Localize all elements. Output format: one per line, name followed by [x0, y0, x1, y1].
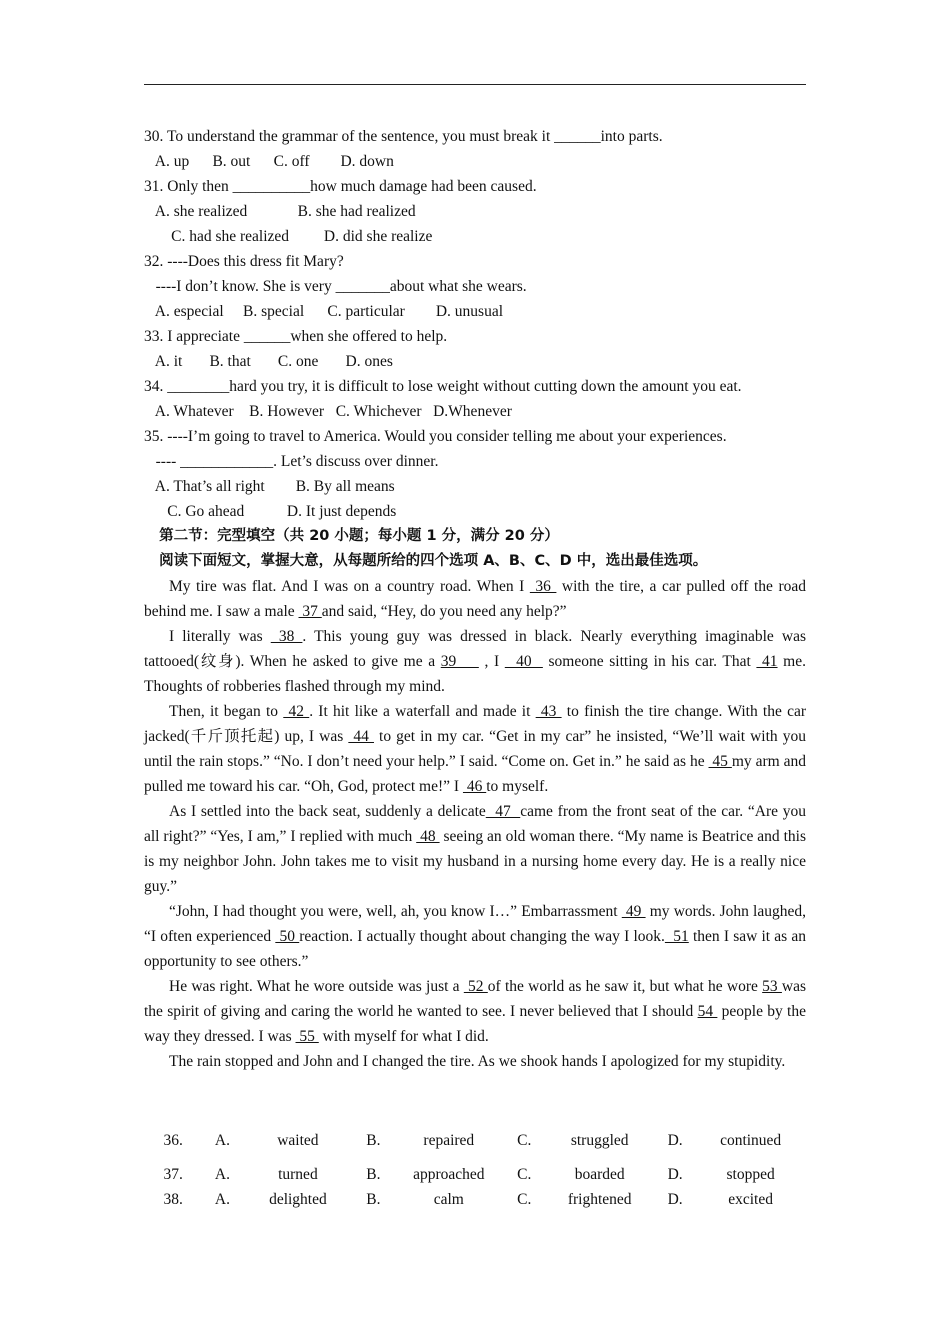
question-33: 33. I appreciate ______when she offered to help.: [144, 328, 448, 345]
question-35-options-1: A. That’s all right B. By all means: [144, 478, 395, 495]
question-35-reply: ---- ____________. Let’s discuss over dinner.: [144, 453, 439, 470]
question-33-options: A. it B. that C. one D. ones: [144, 353, 393, 370]
blank-47: 47: [485, 803, 521, 820]
table-row: 36. A. waited B. repaired C. struggled D. continued: [163, 1132, 782, 1149]
blank-51: 51: [664, 928, 689, 945]
passage-paragraph-4: As I settled into the back seat, suddenly a delicate 47 came from the front seat of the car. “Are you all right?” “Yes, I am,” I replied with much 48 seeing an old woman there. “My name is Beatrice and this is my neighbor John. John takes me to visit my husband in a nursing home every day. He is a really nice guy.”: [144, 803, 807, 895]
blank-48: 48: [416, 828, 440, 845]
table-spacer: [144, 1154, 806, 1162]
blank-55: 55: [295, 1028, 319, 1045]
passage-paragraph-3: Then, it began to 42 . It hit like a waterfall and made it 43 to finish the tire change. With the car jacked(千斤顶托起) up, I was 44 to get in my car. “Get in my car” he insisted, “We’ll wait with you until the rain stops.” “No. I don’t need your help.” I said. “Come on. Get in.” he said as he 45 my arm and pulled me toward his car. “Oh, God, protect me!” I 46 to myself.: [144, 703, 807, 795]
blank-52: 52: [463, 978, 488, 995]
question-30: 30. To understand the grammar of the sentence, you must break it ______into parts.: [144, 128, 663, 145]
question-32-options: A. especial B. special C. particular D. unusual: [144, 303, 504, 320]
blank-49: 49: [621, 903, 646, 920]
passage-paragraph-6: He was right. What he wore outside was just a 52 of the world as he saw it, but what he wore 53 was the spirit of giving and caring the world he wanted to see. I never believed that I should 54 people by the way they dressed. I was 55 with myself for what I did.: [144, 978, 807, 1045]
question-32: 32. ----Does this dress fit Mary?: [144, 253, 344, 270]
question-30-options: A. up B. out C. off D. down: [144, 153, 394, 170]
passage-paragraph-5: “John, I had thought you were, well, ah, you know I…” Embarrassment 49 my words. John laughed, “I often experienced 50 reaction. I actually thought about changing the way I look. 51 then I saw it as an opportunity to see others.”: [144, 903, 807, 970]
section-instruction: 阅读下面短文，掌握大意，从每题所给的四个选项 A、B、C、D 中，选出最佳选项。: [144, 553, 708, 569]
passage-paragraph-1: My tire was flat. And I was on a country road. When I 36 with the tire, a car pulled off the road behind me. I saw a male 37 and said, “Hey, do you need any help?”: [144, 578, 806, 620]
question-32-reply: ----I don’t know. She is very _______about what she wears.: [144, 278, 527, 295]
blank-53: 53: [762, 978, 782, 995]
blank-54: 54: [697, 1003, 718, 1020]
passage-paragraph-2: I literally was 38 . This young guy was dressed in black. Nearly everything imaginable was tattooed(纹身). When he asked to give me a 39 , I 40 someone sitting in his car. That 41 me. Thoughts of robberies flashed through my mind.: [144, 628, 806, 695]
blank-50: 50: [275, 928, 300, 945]
question-34-options: A. Whatever B. However C. Whichever D.Whenever: [144, 403, 512, 420]
passage-paragraph-7: The rain stopped and John and I changed the tire. As we shook hands I apologized for my stupidity.: [169, 1053, 786, 1070]
answer-options-table: [144, 1128, 806, 1212]
blank-39: 39: [440, 653, 479, 670]
blank-45: 45: [708, 753, 732, 770]
section-title: 第二节：完型填空（共 20 小题；每小题 1 分，满分 20 分）: [144, 528, 559, 544]
table-row: 37. A. turned B. approached C. boarded D. stopped: [163, 1165, 775, 1183]
blank-40: 40: [504, 653, 543, 670]
blank-41: 41: [756, 653, 778, 670]
header-rule: [144, 84, 806, 85]
question-31: 31. Only then __________how much damage had been caused.: [144, 178, 537, 195]
blank-46: 46: [462, 778, 487, 795]
blank-43: 43: [535, 703, 562, 720]
question-34: 34. ________hard you try, it is difficult to lose weight without cutting down the amount you eat.: [144, 378, 742, 395]
question-31-options-1: A. she realized B. she had realized: [144, 203, 416, 220]
question-31-options-2: C. had she realized D. did she realize: [144, 228, 433, 245]
question-35: 35. ----I’m going to travel to America. Would you consider telling me about your experiences.: [144, 428, 727, 445]
blank-36: 36: [529, 578, 557, 595]
exam-page: [144, 124, 806, 1074]
question-35-options-2: C. Go ahead D. It just depends: [144, 503, 397, 520]
blank-37: 37: [298, 603, 322, 620]
blank-42: 42: [283, 703, 310, 720]
table-row: 38. A. delighted B. calm C. frightened D. excited: [163, 1190, 773, 1208]
blank-44: 44: [348, 728, 374, 745]
blank-38: 38: [270, 628, 303, 645]
